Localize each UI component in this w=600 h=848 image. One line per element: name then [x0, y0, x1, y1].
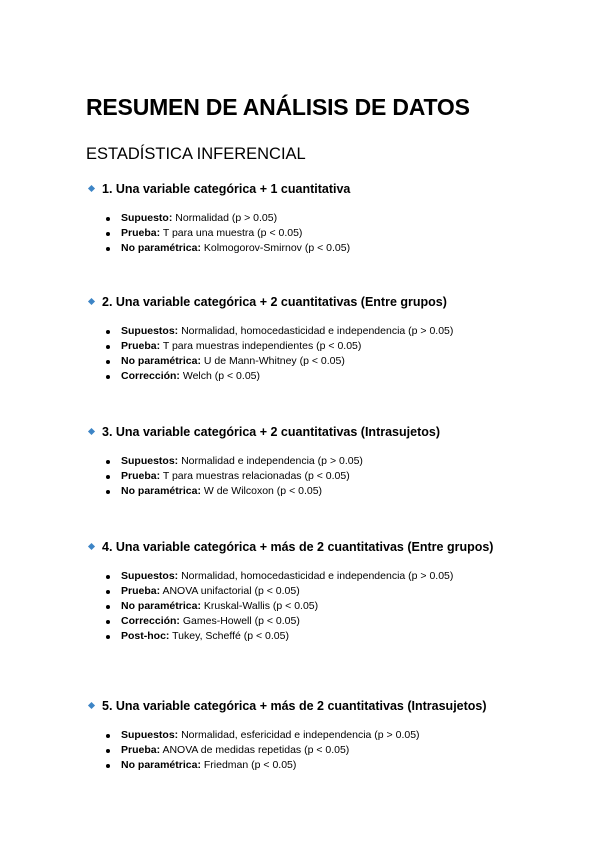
item-text: Friedman (p < 0.05)	[203, 759, 297, 771]
item-label: Corrección:	[121, 615, 180, 627]
bullet-icon	[106, 360, 110, 364]
item-text: T para muestras relacionadas (p < 0.05)	[162, 470, 350, 482]
section-heading	[86, 180, 526, 198]
diamond-bullet-icon	[88, 185, 95, 192]
item-label: Supuestos:	[121, 729, 179, 741]
item-text: Welch (p < 0.05)	[182, 370, 260, 382]
list-item	[86, 599, 526, 614]
item-label: Supuestos:	[121, 455, 179, 467]
section-heading	[86, 697, 526, 715]
item-label: Supuesto:	[121, 212, 173, 224]
bullet-icon	[106, 575, 110, 579]
bullet-icon	[106, 330, 110, 334]
list-item	[86, 454, 526, 469]
item-text: Normalidad (p > 0.05)	[175, 212, 278, 224]
list-item	[86, 211, 526, 226]
bullet-icon	[106, 232, 110, 236]
item-label: No paramétrica:	[121, 485, 201, 497]
item-text: ANOVA unifactorial (p < 0.05)	[162, 585, 300, 597]
item-text: ANOVA de medidas repetidas (p < 0.05)	[162, 744, 350, 756]
item-label: Prueba:	[121, 744, 161, 756]
item-label: No paramétrica:	[121, 600, 201, 612]
list-item	[86, 241, 526, 256]
section-1	[86, 180, 526, 256]
section-heading-text: 3. Una variable categórica + 2 cuantitativas (Intrasujetos)	[102, 425, 440, 439]
list-item	[86, 324, 526, 339]
bullet-icon	[106, 605, 110, 609]
list-item	[86, 758, 526, 773]
item-text: T para muestras independientes (p < 0.05)	[162, 340, 362, 352]
section-heading	[86, 293, 526, 311]
item-label: No paramétrica:	[121, 242, 201, 254]
item-list	[86, 211, 526, 256]
list-item	[86, 629, 526, 644]
item-list	[86, 728, 526, 773]
list-item	[86, 369, 526, 384]
list-item	[86, 339, 526, 354]
item-label: Prueba:	[121, 470, 161, 482]
diamond-bullet-icon	[88, 298, 95, 305]
item-text: W de Wilcoxon (p < 0.05)	[203, 485, 323, 497]
item-text: Kruskal-Wallis (p < 0.05)	[203, 600, 319, 612]
list-item	[86, 484, 526, 499]
item-text: Normalidad, esfericidad e independencia (p > 0.05)	[181, 729, 420, 741]
bullet-icon	[106, 620, 110, 624]
item-text: Normalidad, homocedasticidad e independencia (p > 0.05)	[181, 325, 454, 337]
section-5	[86, 697, 526, 773]
section-2	[86, 293, 526, 384]
section-heading	[86, 538, 526, 556]
item-text: Tukey, Scheffé (p < 0.05)	[172, 630, 289, 642]
bullet-icon	[106, 375, 110, 379]
item-label: Supuestos:	[121, 325, 179, 337]
list-item	[86, 569, 526, 584]
bullet-icon	[106, 734, 110, 738]
section-heading-text: 4. Una variable categórica + más de 2 cuantitativas (Entre grupos)	[102, 540, 494, 554]
item-label: Corrección:	[121, 370, 180, 382]
list-item	[86, 743, 526, 758]
section-heading-text: 1. Una variable categórica + 1 cuantitativa	[102, 182, 351, 196]
list-item	[86, 614, 526, 629]
list-item	[86, 584, 526, 599]
document-subtitle: ESTADÍSTICA INFERENCIAL	[86, 145, 306, 163]
item-text: T para una muestra (p < 0.05)	[162, 227, 303, 239]
bullet-icon	[106, 635, 110, 639]
bullet-icon	[106, 749, 110, 753]
item-label: Prueba:	[121, 585, 161, 597]
item-list	[86, 324, 526, 384]
section-4	[86, 538, 526, 644]
list-item	[86, 469, 526, 484]
section-heading	[86, 423, 526, 441]
item-text: Games-Howell (p < 0.05)	[182, 615, 300, 627]
bullet-icon	[106, 475, 110, 479]
section-3	[86, 423, 526, 499]
item-label: Prueba:	[121, 340, 161, 352]
item-text: Kolmogorov-Smirnov (p < 0.05)	[203, 242, 351, 254]
list-item	[86, 728, 526, 743]
diamond-bullet-icon	[88, 702, 95, 709]
diamond-bullet-icon	[88, 543, 95, 550]
bullet-icon	[106, 217, 110, 221]
document-title: RESUMEN DE ANÁLISIS DE DATOS	[86, 94, 470, 120]
bullet-icon	[106, 460, 110, 464]
item-text: U de Mann-Whitney (p < 0.05)	[203, 355, 345, 367]
bullet-icon	[106, 590, 110, 594]
item-label: Supuestos:	[121, 570, 179, 582]
section-heading-text: 5. Una variable categórica + más de 2 cuantitativas (Intrasujetos)	[102, 699, 487, 713]
item-label: Prueba:	[121, 227, 161, 239]
item-label: Post-hoc:	[121, 630, 170, 642]
item-label: No paramétrica:	[121, 355, 201, 367]
item-text: Normalidad, homocedasticidad e independencia (p > 0.05)	[181, 570, 454, 582]
list-item	[86, 226, 526, 241]
item-label: No paramétrica:	[121, 759, 201, 771]
item-list	[86, 454, 526, 499]
item-list	[86, 569, 526, 644]
bullet-icon	[106, 490, 110, 494]
list-item	[86, 354, 526, 369]
section-heading-text: 2. Una variable categórica + 2 cuantitativas (Entre grupos)	[102, 295, 447, 309]
item-text: Normalidad e independencia (p > 0.05)	[181, 455, 363, 467]
bullet-icon	[106, 247, 110, 251]
diamond-bullet-icon	[88, 428, 95, 435]
bullet-icon	[106, 764, 110, 768]
bullet-icon	[106, 345, 110, 349]
